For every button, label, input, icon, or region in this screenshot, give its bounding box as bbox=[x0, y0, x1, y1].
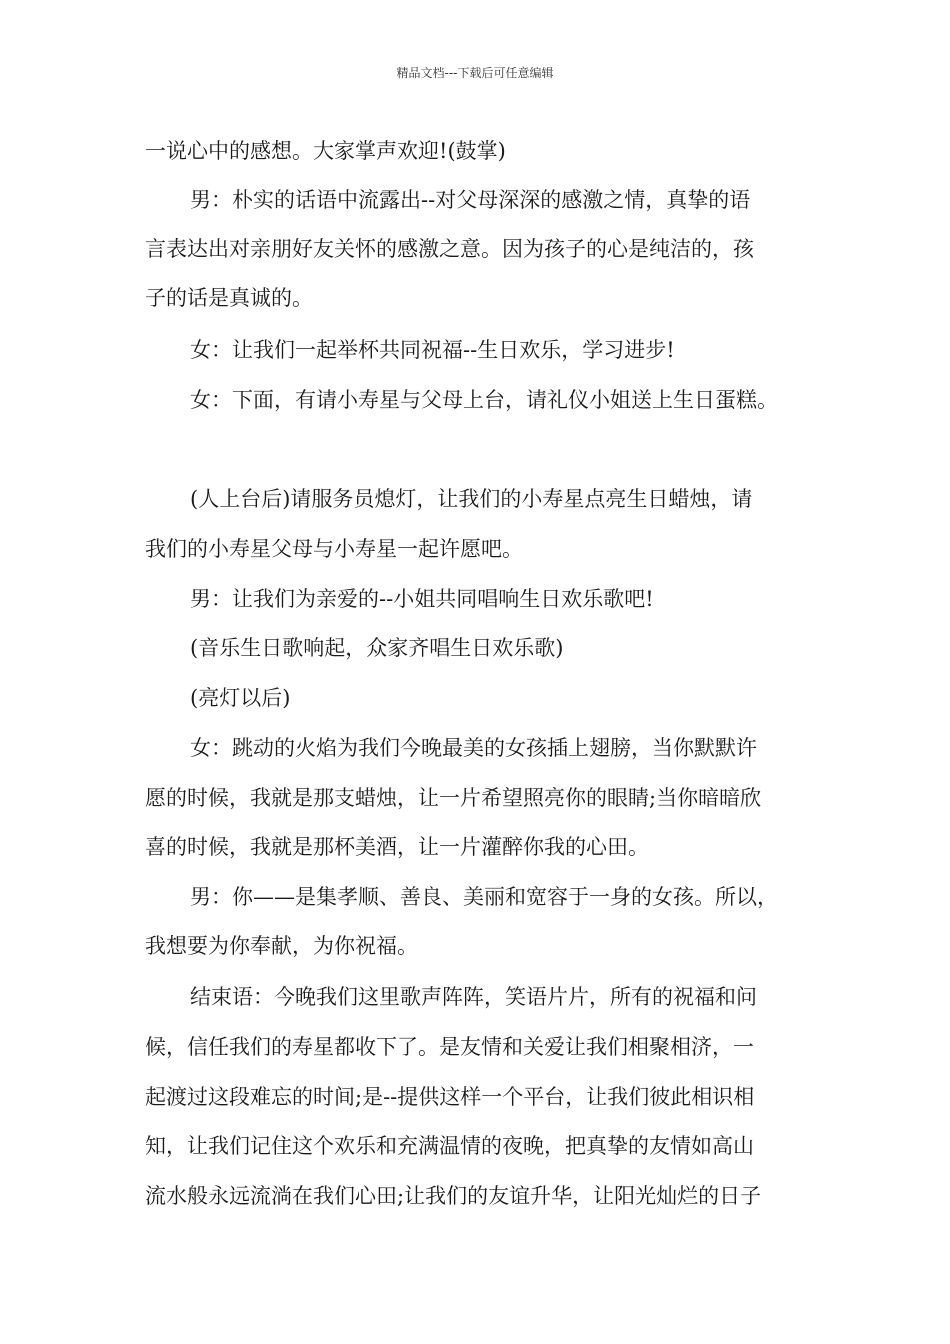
text-line: 起渡过这段难忘的时间;是--提供这样一个平台，让我们彼此相识相 bbox=[145, 1085, 755, 1109]
text-line: (人上台后)请服务员熄灯，让我们的小寿星点亮生日蜡烛，请 bbox=[190, 487, 753, 511]
page-header: 精品文档---下载后可任意编辑 bbox=[396, 66, 554, 80]
text-line: 我想要为你奉献，为你祝福。 bbox=[145, 934, 418, 958]
text-line: 言表达出对亲朋好友关怀的感激之意。因为孩子的心是纯洁的，孩 bbox=[145, 237, 754, 261]
text-line: 女：让我们一起举杯共同祝福--生日欢乐，学习进步! bbox=[190, 338, 675, 362]
text-line: 候，信任我们的寿星都收下了。是友情和关爱让我们相聚相济，一 bbox=[145, 1035, 754, 1059]
text-line: 喜的时候，我就是那杯美酒，让一片灌醉你我的心田。 bbox=[145, 835, 649, 859]
text-line: 结束语：今晚我们这里歌声阵阵，笑语片片，所有的祝福和问 bbox=[190, 985, 757, 1009]
text-line: 子的话是真诚的。 bbox=[145, 286, 313, 310]
text-line: 知，让我们记住这个欢乐和充满温情的夜晚，把真挚的友情如高山 bbox=[145, 1134, 754, 1158]
text-line: 一说心中的感想。大家掌声欢迎!(鼓掌) bbox=[145, 139, 506, 163]
text-line: 男：你——是集孝顺、善良、美丽和宽容于一身的女孩。所以， bbox=[190, 885, 778, 909]
text-line: 男：朴实的话语中流露出--对父母深深的感激之情，真挚的语 bbox=[190, 188, 751, 212]
text-line: 愿的时候，我就是那支蜡烛，让一片希望照亮你的眼睛;当你暗暗欣 bbox=[145, 786, 762, 810]
text-line: 女：下面，有请小寿星与父母上台，请礼仪小姐送上生日蛋糕。 bbox=[190, 388, 778, 412]
text-line: (音乐生日歌响起，众家齐唱生日欢乐歌) bbox=[190, 636, 564, 660]
text-line: 女：跳动的火焰为我们今晚最美的女孩插上翅膀，当你默默许 bbox=[190, 736, 757, 760]
text-line: 流水般永远流淌在我们心田;让我们的友谊升华，让阳光灿烂的日子 bbox=[145, 1184, 762, 1208]
text-line: 我们的小寿星父母与小寿星一起许愿吧。 bbox=[145, 537, 523, 561]
text-line: 男：让我们为亲爱的--小姐共同唱响生日欢乐歌吧! bbox=[190, 587, 654, 611]
text-line: (亮灯以后) bbox=[190, 686, 291, 710]
